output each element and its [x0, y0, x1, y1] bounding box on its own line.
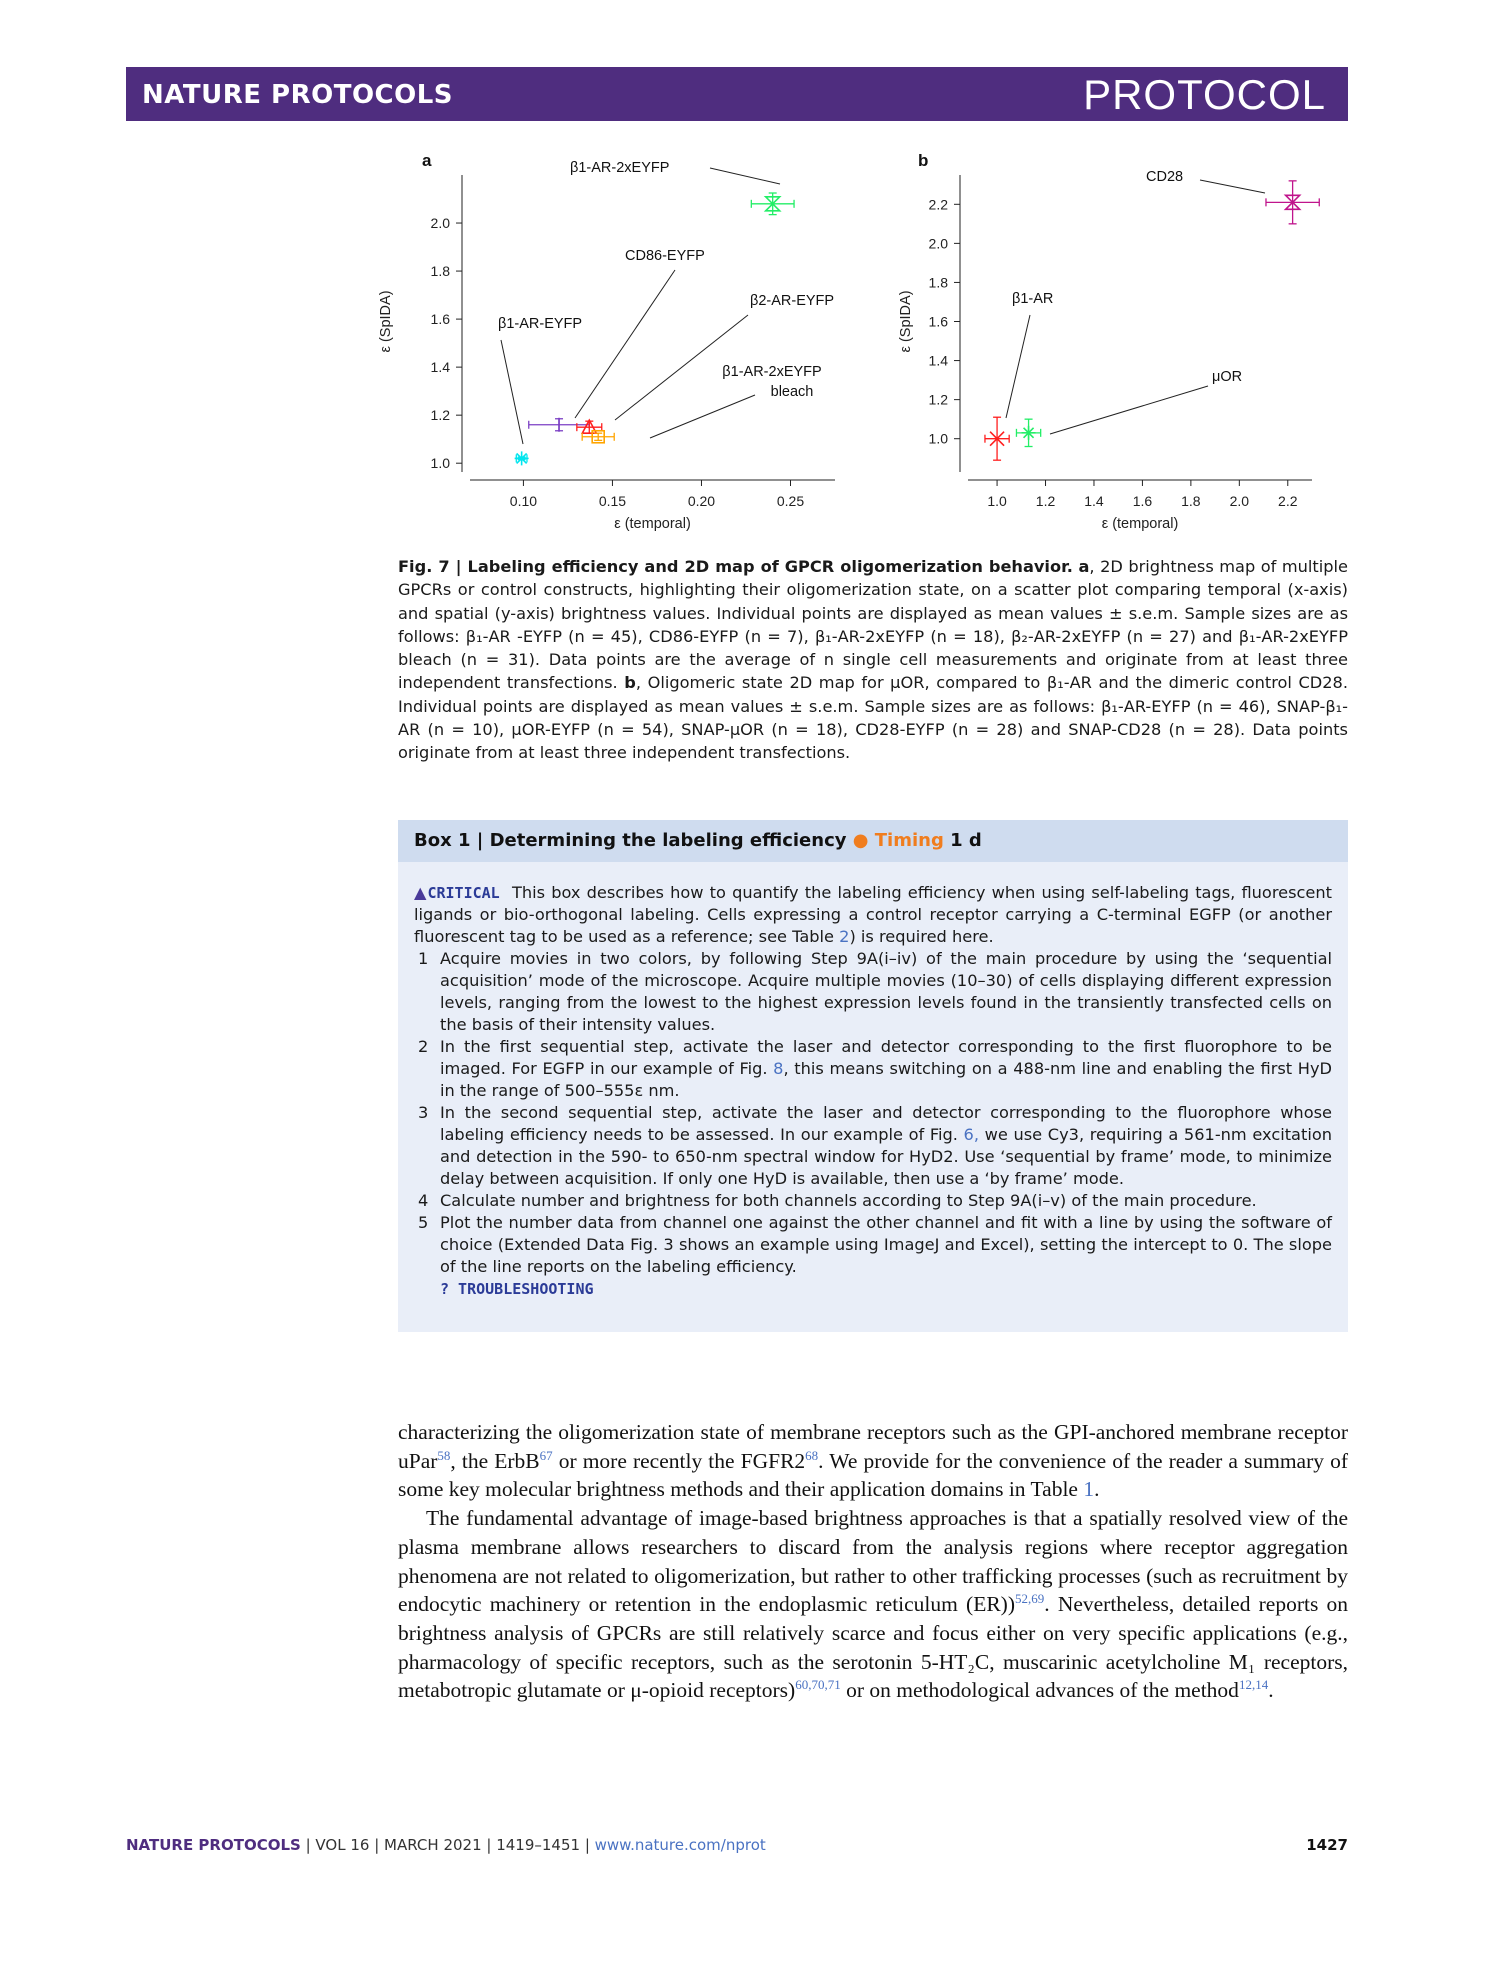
step-2-text-b: , this means switching on a 488-nm line and enabling the first HyD in the range of 500–555ε nm.	[440, 1059, 1333, 1100]
leader-line	[1006, 315, 1030, 418]
step-5-number: 5	[418, 1213, 429, 1232]
y-tick-label: 1.2	[430, 407, 450, 424]
x-axis-label: ε (temporal)	[1101, 516, 1179, 532]
y-tick-label: 1.4	[928, 352, 948, 369]
critical-triangle-icon: ▲	[414, 883, 428, 902]
body-p1-d: . We provide for the convenience of the reader a summary of some key molecular brightness methods and their application domains in Table	[398, 1448, 1348, 1502]
annotation-bleach: bleach	[770, 384, 814, 400]
box-steps	[414, 948, 1332, 1278]
y-tick-label: 1.4	[430, 359, 450, 376]
y-tick-label: 2.0	[430, 215, 450, 232]
x-tick-label: 2.0	[1229, 493, 1250, 509]
footer-url[interactable]: www.nature.com/nprot	[594, 1836, 766, 1854]
caption-b-text: , Oligomeric state 2D map for μOR, compared to β₁-AR and the dimeric control CD28. Individual points are displayed as mean values ± s.e.m. Sample sizes are as follows: β₁-AR-EYFP (n = 46), SNAP-β₁-AR (n = 10), μOR-EYFP (n = 54), SNAP-μOR (n = 18), CD28-EYFP (n = 28) and SNAP-CD28 (n = 28). Data points originate from at least three independent transfections.	[398, 673, 1349, 763]
step-2	[414, 1036, 1332, 1102]
leader-line	[650, 395, 755, 438]
box-intro-text-a: This box describes how to quantify the labeling efficiency when using self-labeling tags, fluorescent ligands or bio-orthogonal labeling. Cells expressing a control receptor carrying a C-terminal EGFP (or another fluorescent tag to be used as a reference; see Table	[414, 883, 1332, 946]
caption-a-label: a	[1078, 557, 1090, 576]
body-p2-c: or on methodological advances of the method	[840, 1678, 1239, 1703]
step-5	[414, 1212, 1332, 1278]
panel-letter-a: a	[422, 151, 432, 170]
box-title: Box 1 | Determining the labeling efficiency	[414, 830, 847, 851]
leader-line	[710, 168, 780, 184]
box-1-labeling-efficiency	[398, 820, 1348, 1332]
y-tick-label: 2.0	[928, 235, 948, 252]
timing-dot-icon: ●	[852, 830, 869, 851]
body-paragraph-1	[398, 1418, 1348, 1504]
article-body	[398, 1418, 1348, 1705]
caption-lead: Fig. 7 | Labeling efficiency and 2D map of GPCR oligomerization behavior.	[398, 557, 1073, 576]
ref-68[interactable]: 68	[805, 1447, 819, 1463]
box-body	[398, 862, 1348, 1300]
x-tick-label: 2.2	[1278, 493, 1298, 509]
x-tick-label: 1.6	[1132, 493, 1153, 509]
footer-issue: | VOL 16 | MARCH 2021 | 1419–1451 |	[300, 1836, 595, 1854]
x-tick-label: 1.4	[1084, 493, 1104, 509]
step-3-text-b: we use Cy3, requiring a 561-nm excitation and detection in the 590- to 650-nm spectral window for HyD2. Use ‘sequential by frame’ mode, to minimize delay between acquisition. If only one HyD is available, then use a ‘by frame’ mode.	[440, 1125, 1332, 1188]
step-4-text: Calculate number and brightness for both channels according to Step 9A(i–v) of the main procedure.	[440, 1191, 1257, 1210]
step-2-text-a: In the first sequential step, activate the laser and detector corresponding to the first fluorophore to be imaged. For EGFP in our example of Fig.	[440, 1037, 1332, 1078]
x-tick-label: 1.2	[1035, 493, 1056, 509]
y-tick-label: 1.6	[928, 313, 948, 330]
annotation-b1-ar-eyfp: β1-AR-EYFP	[498, 316, 583, 332]
step-5-text: Plot the number data from channel one against the other channel and fit with a line by using the software of choice (Extended Data Fig. 3 shows an example using ImageJ and Excel), setting the intercept to 0. The slope of the line reports on the labeling efficiency.	[440, 1213, 1332, 1276]
y-axis-label: ε (SpIDA)	[378, 290, 394, 353]
y-tick-label: 1.0	[928, 430, 948, 447]
annotation-cd28: CD28	[1146, 169, 1184, 185]
ref-52-69[interactable]: 52,69	[1015, 1591, 1045, 1607]
x-tick-label: 0.20	[687, 493, 716, 509]
fig-8-link[interactable]: 8	[773, 1059, 784, 1078]
ref-67[interactable]: 67	[539, 1447, 553, 1463]
box-title-bar	[398, 820, 1348, 862]
troubleshooting-link[interactable]: ? TROUBLESHOOTING	[440, 1280, 594, 1298]
table-1-link[interactable]: 1	[1083, 1477, 1095, 1502]
body-p2-b: . Nevertheless, detailed reports on brightness analysis of GPCRs are still relatively scarce and focus either on very specific applications (e.g., pharmacology of specific receptors, such as the serotonin 5-HT₂C, muscarinic acetylcholine M₁ receptors, metabotropic glutamate or μ-opioid receptors)	[398, 1592, 1348, 1703]
page-number: 1427	[1306, 1836, 1348, 1854]
journal-header-bar	[126, 67, 1348, 121]
body-p2-d: .	[1268, 1678, 1274, 1703]
step-1-number: 1	[418, 949, 429, 968]
article-type: PROTOCOL	[1083, 71, 1326, 118]
caption-a-text: , 2D brightness map of multiple GPCRs or control constructs, highlighting their oligomerization state, on a scatter plot comparing temporal (x-axis) and spatial (y-axis) brightness values. Individual points are displayed as mean values ± s.e.m. Sample sizes are as follows: β₁-AR -EYFP (n = 45), CD86-EYFP (n = 7), β₁-AR-2xEYFP (n = 18), β₂-AR-2xEYFP (n = 27) and β₁-AR-2xEYFP bleach (n = 31). Data points are the average of n single cell measurements and originate from at least three independent transfections.	[398, 557, 1348, 693]
x-tick-label: 0.15	[598, 493, 627, 509]
x-tick-label: 1.0	[987, 493, 1007, 509]
y-tick-label: 1.8	[430, 263, 450, 280]
body-paragraph-2	[398, 1504, 1348, 1705]
figure-caption	[398, 555, 1348, 765]
annotation-cd86-eyfp: CD86-EYFP	[625, 248, 705, 264]
chart-panel-b	[900, 150, 1340, 545]
box-intro-text-b: ) is required here.	[849, 927, 994, 946]
ref-60-70-71[interactable]: 60,70,71	[795, 1677, 841, 1693]
step-4-number: 4	[418, 1191, 429, 1210]
step-1	[414, 948, 1332, 1036]
box-intro	[414, 882, 1332, 948]
timing-label: Timing	[874, 830, 944, 851]
data-point--or	[1022, 426, 1036, 440]
y-tick-label: 1.0	[430, 455, 450, 472]
y-tick-label: 1.8	[928, 274, 948, 291]
step-2-number: 2	[418, 1037, 429, 1056]
leader-line	[575, 270, 675, 418]
body-p1-c: or more recently the FGFR2	[552, 1448, 806, 1473]
critical-label: CRITICAL	[427, 884, 500, 902]
data-point--1-ar-eyfp	[515, 451, 529, 465]
footer-brand: NATURE PROTOCOLS	[126, 1836, 301, 1854]
body-p1-e: .	[1094, 1477, 1100, 1502]
y-tick-label: 1.2	[928, 391, 948, 408]
step-4	[414, 1190, 1332, 1212]
step-3	[414, 1102, 1332, 1190]
body-p2-a: The fundamental advantage of image-based brightness approaches is that a spatially resolved view of the plasma membrane allows researchers to discard from the analysis regions where receptor aggregation phenomena are not related to oligomerization, but rather to other trafficking processes (such as recruitment by endocytic machinery or retention in the endoplasmic reticulum (ER))	[398, 1506, 1348, 1617]
x-axis-label: ε (temporal)	[614, 516, 691, 532]
step-3-text-a: In the second sequential step, activate the laser and detector corresponding to the fluorophore whose labeling efficiency needs to be assessed. In our example of Fig.	[440, 1103, 1332, 1144]
annotation-b1-ar-2xeyfp-bleach: β1-AR-2xEYFP	[722, 364, 822, 380]
footer-left	[126, 1836, 766, 1854]
annotation-b2-ar-eyfp: β2-AR-EYFP	[750, 293, 835, 309]
annotation-b1-ar-2xeyfp: β1-AR-2xEYFP	[570, 160, 670, 176]
table-2-link[interactable]: 2	[839, 927, 850, 946]
leader-line	[1200, 180, 1265, 193]
chart-panel-a	[380, 150, 860, 545]
ref-58[interactable]: 58	[437, 1447, 451, 1463]
ref-12-14[interactable]: 12,14	[1238, 1677, 1269, 1693]
y-axis-label: ε (SpIDA)	[898, 290, 914, 353]
body-p1-a: characterizing the oligomerization state of membrane receptors such as the GPI-anchored membrane receptor uPar	[398, 1420, 1348, 1473]
caption-b-label: b	[624, 673, 636, 693]
fig-6-link[interactable]: 6,	[963, 1125, 979, 1144]
journal-name: NATURE PROTOCOLS	[142, 80, 454, 110]
y-tick-label: 1.6	[430, 311, 450, 328]
x-tick-label: 0.10	[509, 493, 538, 509]
body-p1-b: , the ErbB	[450, 1448, 540, 1473]
panel-letter-b: b	[918, 151, 929, 170]
x-tick-label: 0.25	[776, 493, 805, 509]
leader-line	[1050, 386, 1208, 434]
timing-value: 1 d	[950, 830, 982, 851]
annotation-b1-ar: β1-AR	[1012, 291, 1054, 307]
x-tick-label: 1.8	[1181, 493, 1201, 509]
annotation-mu-or: μOR	[1212, 369, 1243, 385]
leader-line	[501, 340, 523, 444]
step-1-text: Acquire movies in two colors, by following Step 9A(i–iv) of the main procedure by using the ‘sequential acquisition’ mode of the microscope. Acquire multiple movies (10–30) of cells displaying different expression levels, ranging from the lowest to the highest expression levels found in the transiently transfected cells on the basis of their intensity values.	[440, 949, 1332, 1034]
y-tick-label: 2.2	[928, 196, 948, 213]
step-3-number: 3	[418, 1103, 429, 1122]
